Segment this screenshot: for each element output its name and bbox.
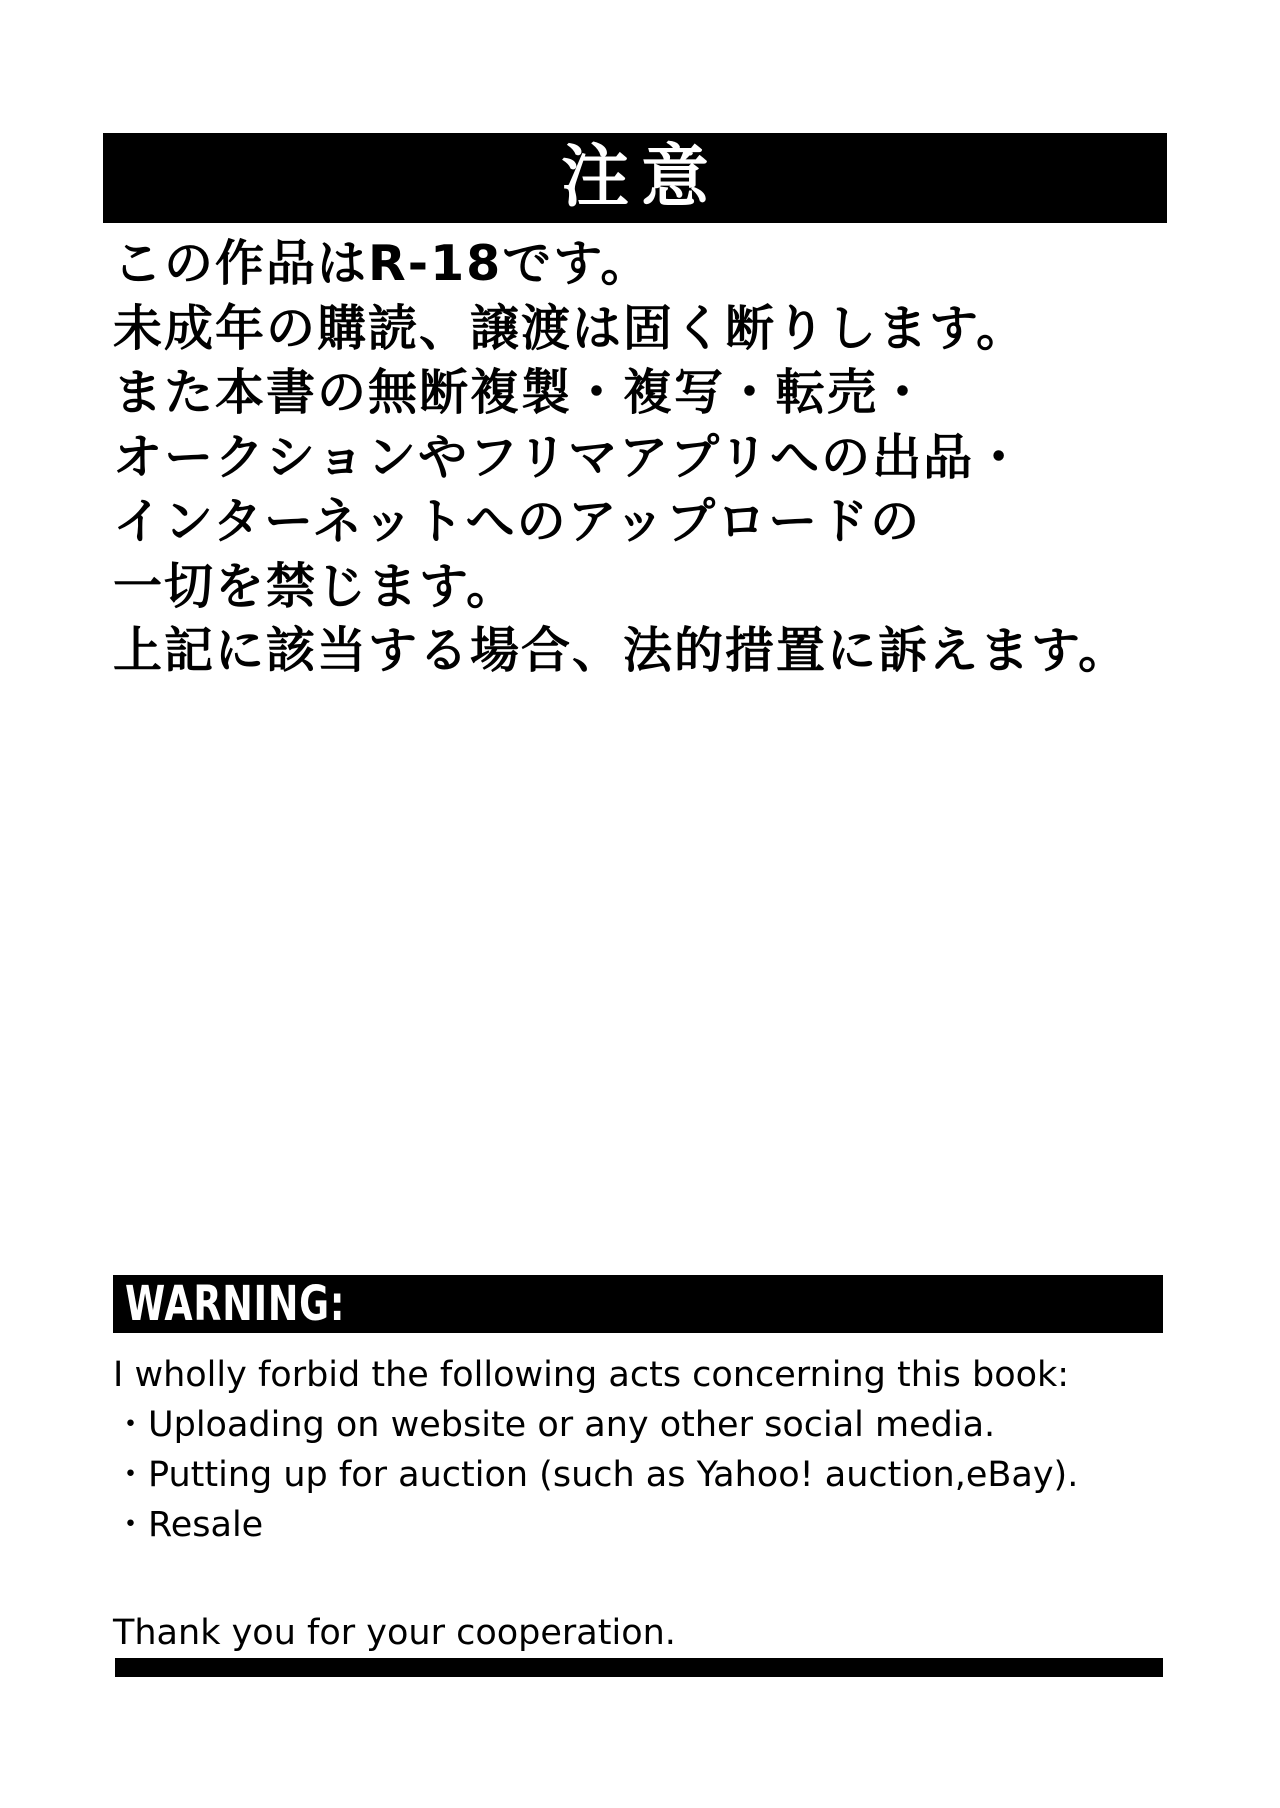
notice-banner-title: 注意 [560,138,721,217]
en-warning-item: ・Resale [113,1505,264,1545]
en-warning-closing: Thank you for your cooperation. [113,1613,676,1653]
jp-notice-line: インターネットへのアップロードの [113,493,922,550]
en-warning-text [113,1350,1175,1550]
jp-notice-line: この作品はR-18です。 [113,235,652,292]
warning-banner-title: WARNING: [125,1276,346,1332]
jp-notice-line: また本書の無断複製・複写・転売・ [113,364,930,421]
warning-banner [113,1275,1163,1333]
en-warning-item: ・Uploading on website or any other social media. [113,1405,996,1445]
jp-notice-line: 未成年の購読、譲渡は固く断りします。 [113,299,1028,357]
jp-notice-line: 上記に該当する場合、法的措置に訴えます。 [113,622,1130,679]
notice-banner [103,133,1167,223]
en-warning-intro: I wholly forbid the following acts concerning this book: [113,1355,1070,1395]
bottom-rule-bar [115,1658,1163,1677]
jp-notice-text [113,232,1175,684]
jp-notice-line: オークションやフリマアプリへの出品・ [113,428,1026,486]
jp-notice-line: 一切を禁じます。 [113,557,518,615]
en-warning-item: ・Putting up for auction (such as Yahoo! auction,eBay). [113,1455,1079,1495]
